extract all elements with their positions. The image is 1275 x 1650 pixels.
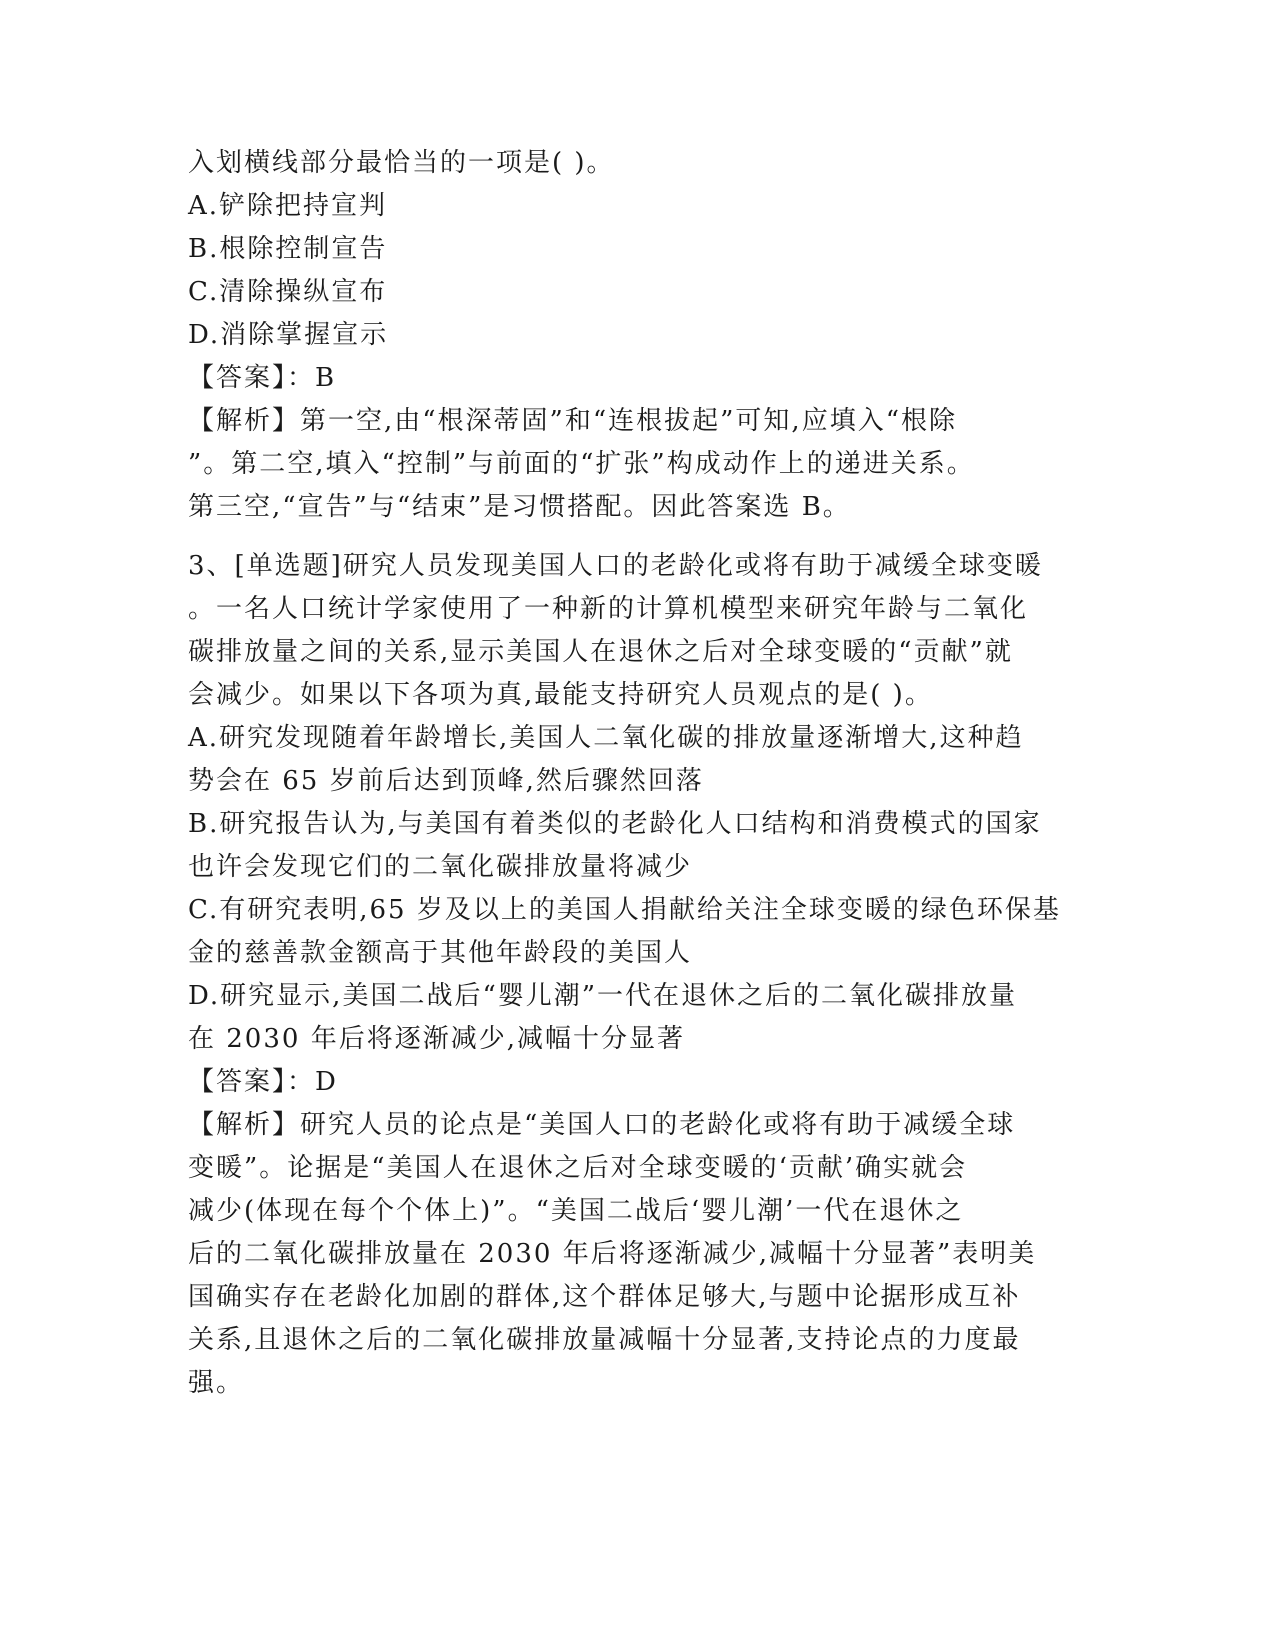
analysis-line: 国确实存在老龄化加剧的群体,这个群体足够大,与题中论据形成互补 xyxy=(188,1282,1021,1312)
analysis-line: 后的二氧化碳排放量在 2030 年后将逐渐减少,减幅十分显著”表明美 xyxy=(188,1239,1037,1269)
analysis-line: 变暖”。论据是“美国人在退休之后对全球变暖的‘贡献’确实就会 xyxy=(188,1153,968,1183)
option-b: B.根除控制宣告 xyxy=(188,234,388,264)
question-3 xyxy=(188,545,1088,1405)
option-a-line-2: 势会在 65 岁前后达到顶峰,然后骤然回落 xyxy=(188,766,704,796)
question-stem-line: 碳排放量之间的关系,显示美国人在退休之后对全球变暖的“贡献”就 xyxy=(188,637,1013,667)
option-d: D.消除掌握宣示 xyxy=(188,320,389,350)
document-page xyxy=(188,142,1088,1405)
option-c-line-2: 金的慈善款金额高于其他年龄段的美国人 xyxy=(188,938,693,968)
question-stem-line: 。一名人口统计学家使用了一种新的计算机模型来研究年龄与二氧化 xyxy=(188,594,1029,624)
option-a: A.铲除把持宣判 xyxy=(188,191,388,221)
analysis-line: ”。第二空,填入“控制”与前面的“扩张”构成动作上的递进关系。 xyxy=(188,449,975,479)
question-stem-line: 入划横线部分最恰当的一项是( )。 xyxy=(188,148,615,178)
analysis-line: 【解析】第一空,由“根深蒂固”和“连根拔起”可知,应填入“根除 xyxy=(188,406,957,436)
section-gap xyxy=(188,529,1088,545)
option-c-line-1: C.有研究表明,65 岁及以上的美国人捐献给关注全球变暖的绿色环保基 xyxy=(188,895,1061,925)
analysis-line: 强。 xyxy=(188,1368,245,1398)
answer-line: 【答案】：D xyxy=(188,1067,338,1097)
option-c: C.清除操纵宣布 xyxy=(188,277,388,307)
question-stem-line: 会减少。如果以下各项为真,最能支持研究人员观点的是( )。 xyxy=(188,680,933,710)
option-b-line-1: B.研究报告认为,与美国有着类似的老龄化人口结构和消费模式的国家 xyxy=(188,809,1042,839)
analysis-line: 【解析】研究人员的论点是“美国人口的老龄化或将有助于减缓全球 xyxy=(188,1110,1016,1140)
option-d-line-1: D.研究显示,美国二战后“婴儿潮”一代在退休之后的二氧化碳排放量 xyxy=(188,981,1018,1011)
analysis-line: 减少(体现在每个个体上)”。“美国二战后‘婴儿潮’一代在退休之 xyxy=(188,1196,964,1226)
answer-line: 【答案】：B xyxy=(188,363,337,393)
analysis-line: 第三空,“宣告”与“结束”是习惯搭配。因此答案选 B。 xyxy=(188,492,851,522)
option-a-line-1: A.研究发现随着年龄增长,美国人二氧化碳的排放量逐渐增大,这种趋 xyxy=(188,723,1024,753)
question-stem-line: 3、[单选题]研究人员发现美国人口的老龄化或将有助于减缓全球变暖 xyxy=(188,551,1043,581)
option-b-line-2: 也许会发现它们的二氧化碳排放量将减少 xyxy=(188,852,693,882)
option-d-line-2: 在 2030 年后将逐渐减少,减幅十分显著 xyxy=(188,1024,685,1054)
analysis-line: 关系,且退休之后的二氧化碳排放量减幅十分显著,支持论点的力度最 xyxy=(188,1325,1021,1355)
question-2-tail xyxy=(188,142,1088,529)
